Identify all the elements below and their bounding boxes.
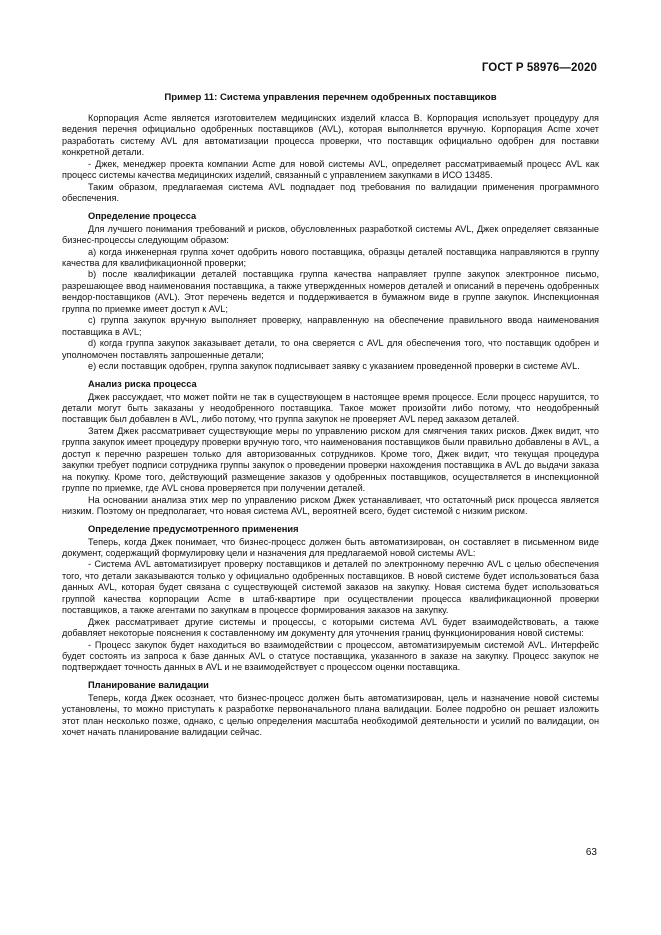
paragraph: Теперь, когда Джек осознает, что бизнес-процесс должен быть автоматизирован, цель и назначение новой системы установлены, то можно приступать к разработке первоначального плана валидации. Более подробно он решает изложить этот план несколько позже, однако, с целью определения масштаба необходимой деятельности и усилий по валидации, он хочет начать планирование валидации сейчас.: [62, 692, 599, 738]
paragraph: Корпорация Acme является изготовителем медицинских изделий класса B. Корпорация использует процедуру для ведения перечня официально одобренных поставщиков (AVL), которая выполняется вручную. Корпорация Acme хочет разработать систему AVL для автоматизации процесса проверки, что поставщик официально одобрен для поставки конкретной детали.: [62, 113, 599, 158]
paragraph: Затем Джек рассматривает существующие меры по управлению риском для смягчения таких рисков. Джек видит, что группа закупок имеет процедуру проверки вручную того, что наименования поставщиков были правильно добавлены в AVL, а доступ к перечню разрешен только для авторизованных сотрудников. Кроме того, Джек видит, что текущая процедура закупки требует подписи сотрудника группы закупок о проведении проверки нахождения поставщика в AVL до выдачи заказа на покупку. Кроме того, действующий размещение заказов у одобренных поставщиков, осуществляется в инспекционной группе по приемке, где AVL снова проверяется при получении деталей.: [62, 425, 599, 494]
section-risk-analysis: [62, 378, 599, 518]
paragraph: Джек рассуждает, что может пойти не так в существующем в настоящее время процессе. Если процесс нарушится, то детали могут быть заказаны у неодобренного поставщика. Такое может произойти либо потому, что неодобренный поставщик был добавлен в AVL, либо потому, что группа закупок не проверяет AVL перед заказом деталей.: [62, 391, 599, 425]
section-heading: Планирование валидации: [88, 679, 209, 690]
example-title: Пример 11: Система управления перечнем одобренных поставщиков: [164, 92, 497, 103]
paragraph: Теперь, когда Джек понимает, что бизнес-процесс должен быть автоматизирован, он составляет в письменном виде документ, содержащий формулировку цели и назначения для предлагаемой новой системы AVL:: [62, 536, 599, 558]
page-body: [62, 92, 599, 739]
intro-block: [62, 113, 599, 205]
section-validation-planning: [62, 679, 599, 739]
document-id: ГОСТ Р 58976—2020: [481, 62, 597, 74]
paragraph: - Джек, менеджер проекта компании Acme для новой системы AVL, определяет рассматриваемый процесс AVL как процесс системы качества медицинских изделий, связанный с управлением закупками в ИСО 13485.: [62, 158, 599, 181]
section-process-definition: [62, 210, 599, 373]
list-item: с) группа закупок вручную выполняет проверку, направленную на обеспечение правильного ввода наименования поставщика в AVL;: [62, 315, 599, 337]
paragraph: - Процесс закупок будет находиться во взаимодействии с процессом, автоматизируемым системой AVL. Интерфейс будет состоять из запроса к базе данных AVL о статусе поставщика, указанного в заказе на закупку. Процесс закупок не подтверждает точность данных в AVL и не взаимодействует с процессом оценки поставщика.: [62, 639, 599, 673]
list-item: а) когда инженерная группа хочет одобрить нового поставщика, образцы деталей поставщика направляются в группу качества для квалификационной проверки;: [62, 246, 599, 268]
list-item: е) если поставщик одобрен, группа закупок подписывает заявку с указанием проведенной проверки в системе AVL.: [88, 361, 580, 372]
paragraph: На основании анализа этих мер по управлению риском Джек устанавливает, что остаточный риск процесса является низким. Поэтому он предполагает, что новая система AVL, вероятней всего, будет системой с низким риском.: [62, 494, 599, 517]
section-heading: Определение процесса: [88, 210, 197, 221]
section-intended-use: [62, 523, 599, 674]
section-heading: Анализ риска процесса: [88, 378, 197, 389]
paragraph: Для лучшего понимания требований и рисков, обусловленных разработкой системы AVL, Джек определяет связанные бизнес-процессы следующим образом:: [62, 223, 599, 246]
page-number: 63: [585, 847, 597, 858]
paragraph: - Система AVL автоматизирует проверку поставщиков и деталей по электронному перечню AVL с целью обеспечения того, что детали заказываются только у официально одобренных поставщиков. В новой системе будет использоваться база данных AVL, которая будет связана с существующей системой заказов на закупку. Новая система будет использоваться группой качества корпорации Acme в штаб-квартире при осуществлении процесса квалификационной проверки поставщиков, а также агентами по закупкам в процессе формирования заказов на закупку.: [62, 559, 599, 616]
list-item: d) когда группа закупок заказывает детали, то она сверяется с AVL для обеспечения того, что поставщик одобрен и уполномочен поставлять запрошенные детали;: [62, 338, 599, 360]
paragraph: Джек рассматривает другие системы и процессы, с которыми система AVL будет взаимодействовать, а также добавляет некоторые пояснения к составленному им документу для уточнения границ функционирования новой системы:: [62, 616, 599, 639]
paragraph: Таким образом, предлагаемая система AVL подпадает под требования по валидации применения программного обеспечения.: [62, 181, 599, 204]
section-heading: Определение предусмотренного применения: [88, 523, 299, 534]
list-item: b) после квалификации деталей поставщика группа качества направляет группе закупок электронное письмо, разрешающее ввод наименования поставщика, а также утвержденных номеров деталей и описаний в перечень одобренных вендор-поставщиков (AVL). Этот перечень ведется и поддерживается в бумажном виде в группе закупок. Инспекционная группа по приемке имеет доступ к AVL;: [62, 269, 599, 314]
